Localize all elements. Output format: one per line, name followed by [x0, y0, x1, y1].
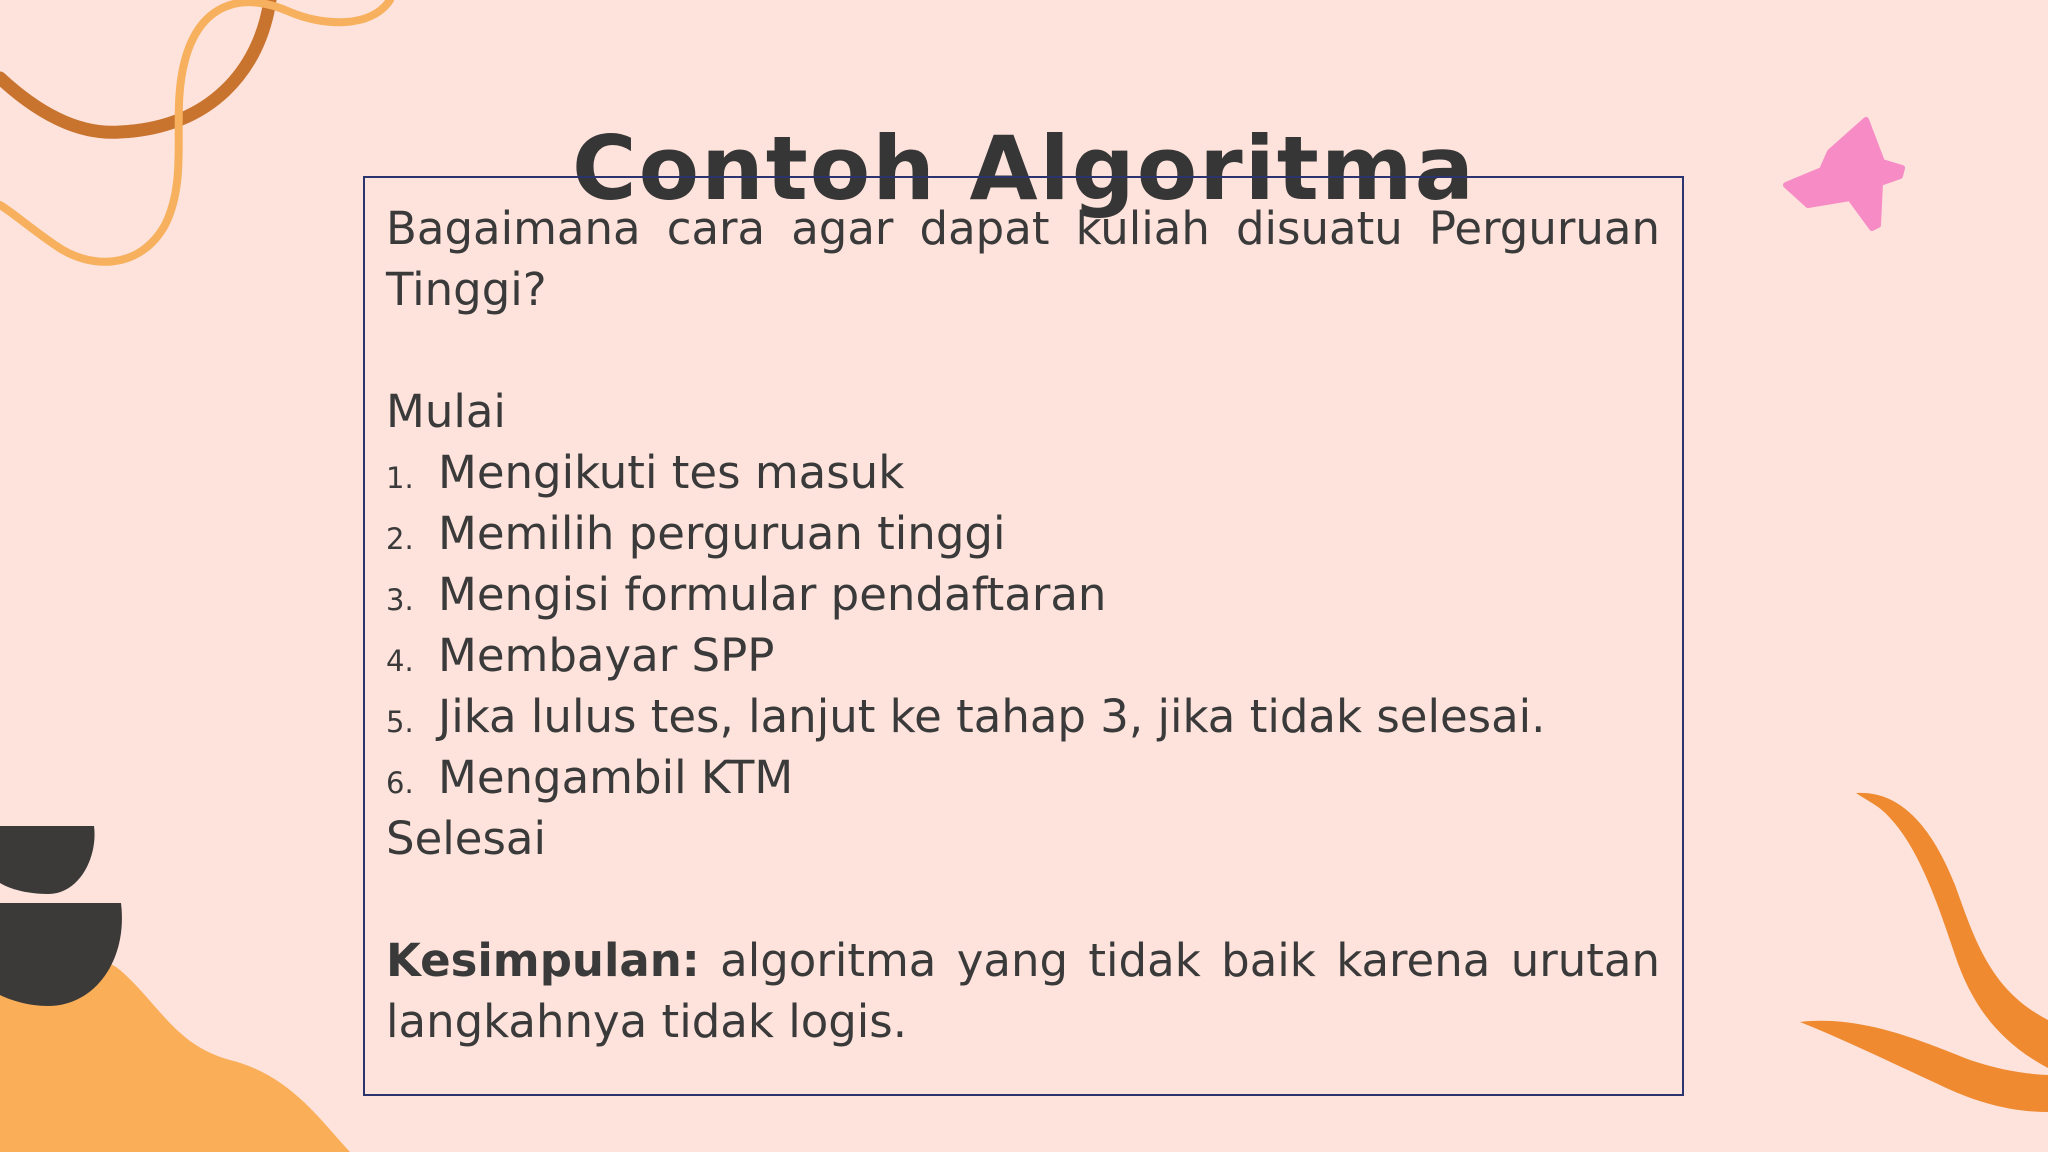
step-text: Mengikuti tes masuk	[438, 446, 905, 499]
list-item	[386, 686, 1660, 747]
list-item	[386, 503, 1660, 564]
list-item	[386, 564, 1660, 625]
conclusion-text: algoritma yang tidak baik karena urutan langkahnya tidak logis.	[386, 934, 1660, 1048]
step-number: 4.	[386, 644, 414, 678]
step-number: 3.	[386, 583, 414, 617]
step-text: Mengisi formular pendaftaran	[438, 568, 1107, 621]
question-text: Bagaimana cara agar dapat kuliah disuatu Perguruan Tinggi?	[386, 202, 1660, 316]
end-label: Selesai	[386, 812, 546, 865]
dark-stone-top	[0, 826, 95, 894]
step-number: 1.	[386, 461, 414, 495]
step-text: Mengambil KTM	[438, 751, 794, 804]
step-text: Memilih perguruan tinggi	[438, 507, 1006, 560]
list-item	[386, 625, 1660, 686]
slide-title: Contoh Algoritma	[572, 116, 1476, 220]
list-item	[386, 747, 1660, 808]
step-number: 2.	[386, 522, 414, 556]
orange-wave-upper	[1856, 793, 2048, 1068]
conclusion	[386, 930, 1660, 1052]
step-text: Membayar SPP	[438, 629, 775, 682]
list-item	[386, 442, 1660, 503]
content-box	[363, 176, 1684, 1096]
conclusion-label: Kesimpulan:	[386, 934, 700, 987]
step-number: 5.	[386, 705, 414, 739]
step-text: Jika lulus tes, lanjut ke tahap 3, jika tidak selesai.	[438, 690, 1546, 743]
steps-list	[386, 442, 1660, 808]
start-label: Mulai	[386, 385, 506, 438]
step-number: 6.	[386, 766, 414, 800]
squiggle-brown	[0, 0, 270, 132]
